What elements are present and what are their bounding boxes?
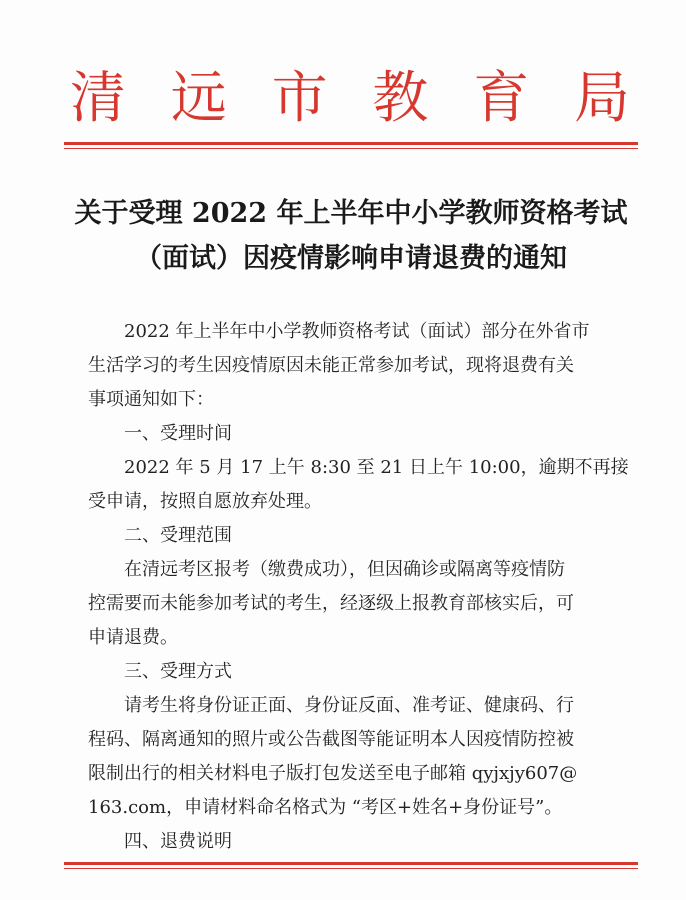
letterhead-rule-thin xyxy=(64,148,638,149)
section-heading: 一、受理时间 xyxy=(124,423,232,444)
letterhead-rule-thick xyxy=(64,142,638,145)
body-line: 请考生将身份证正面、身份证反面、准考证、健康码、行 xyxy=(124,695,574,716)
body-line: 受申请，按照自愿放弃处理。 xyxy=(88,491,322,512)
section-heading: 三、受理方式 xyxy=(124,661,232,682)
body-line: 2022 年上半年中小学教师资格考试（面试）部分在外省市 xyxy=(124,321,590,342)
letterhead-char: 教 xyxy=(372,66,429,131)
body-line: 生活学习的考生因疫情原因未能正常参加考试，现将退费有关 xyxy=(88,355,574,376)
body-line: 申请退费。 xyxy=(88,627,178,648)
letterhead-char: 局 xyxy=(573,66,630,131)
notice-title-line-1: 关于受理 2022 年上半年中小学教师资格考试 xyxy=(74,198,628,229)
body-line: 限制出行的相关材料电子版打包发送至电子邮箱 qyjxjy607@ xyxy=(88,763,578,784)
body-line: 程码、隔离通知的照片或公告截图等能证明本人因疫情防控被 xyxy=(88,729,574,750)
body-line: 事项通知如下： xyxy=(88,389,214,410)
letterhead-char: 远 xyxy=(170,66,227,131)
body-line: 2022 年 5 月 17 上午 8:30 至 21 日上午 10:00，逾期不再接 xyxy=(124,457,629,478)
section-heading: 四、退费说明 xyxy=(124,831,232,852)
body-line: 163.com，申请材料命名格式为 “考区+姓名+身份证号”。 xyxy=(88,797,563,818)
letterhead-char: 育 xyxy=(473,66,530,131)
footer-rule-thin xyxy=(64,868,638,869)
letterhead-char: 市 xyxy=(271,66,328,131)
notice-title-line-2: （面试）因疫情影响申请退费的通知 xyxy=(135,243,567,274)
footer-rule-thick xyxy=(64,862,638,865)
letterhead-org-name xyxy=(70,62,630,136)
body-line: 控需要而未能参加考试的考生，经逐级上报教育部核实后，可 xyxy=(88,593,574,614)
letterhead-char: 清 xyxy=(70,66,126,131)
body-line: 在清远考区报考（缴费成功），但因确诊或隔离等疫情防 xyxy=(124,559,565,580)
section-heading: 二、受理范围 xyxy=(124,525,232,546)
